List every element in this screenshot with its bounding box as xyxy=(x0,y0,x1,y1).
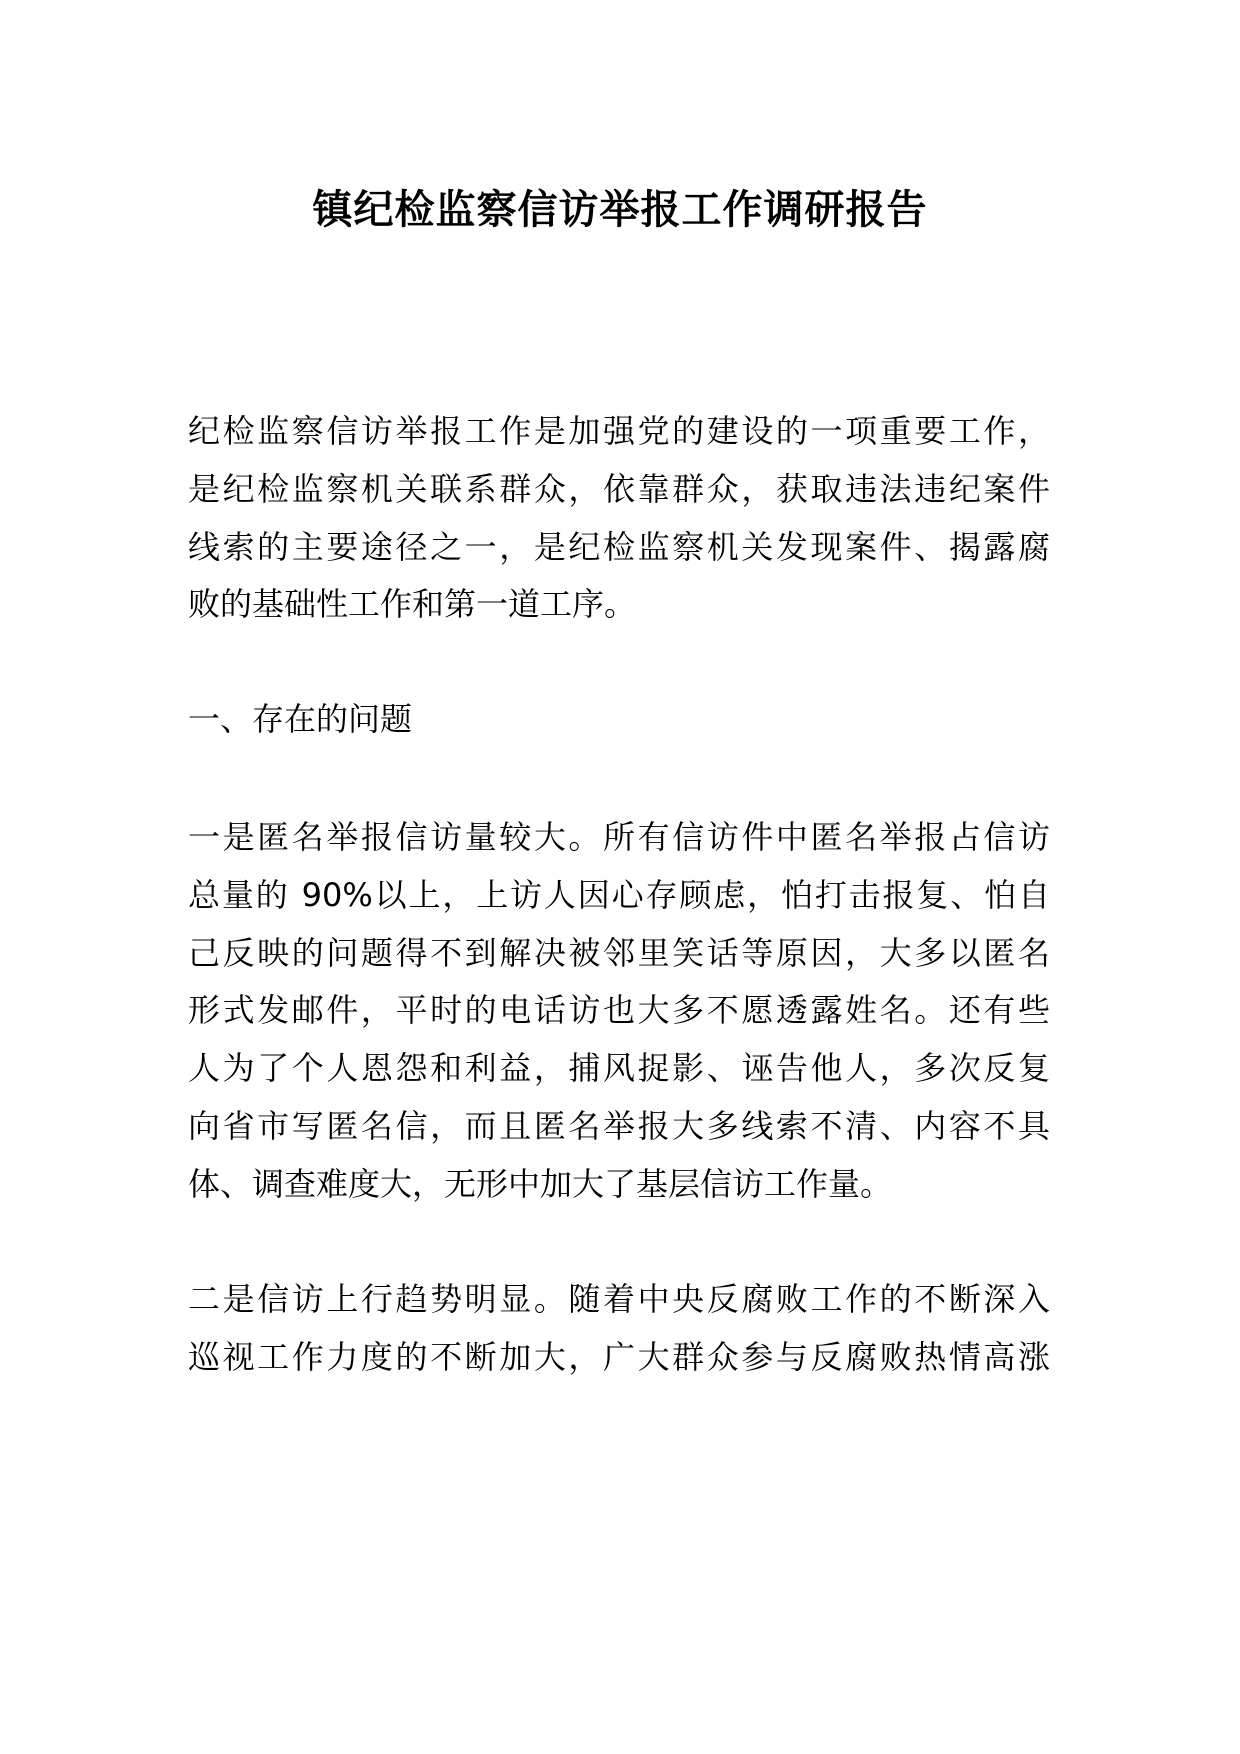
text-line: 纪检监察信访举报工作是加强党的建设的一项重要工作， xyxy=(188,412,1050,450)
text-line: 己反映的问题得不到解决被邻里笑话等原因，大多以匿名 xyxy=(188,933,1050,972)
text-line: 二是信访上行趋势明显。随着中央反腐败工作的不断深入 xyxy=(188,1280,1050,1318)
text-line: 线索的主要途径之一，是纪检监察机关发现案件、揭露腐 xyxy=(188,527,1050,566)
point-two-paragraph xyxy=(188,1271,1050,1387)
text-line: 败的基础性工作和第一道工序。 xyxy=(188,585,637,624)
section-heading xyxy=(188,691,1050,749)
text-line: 人为了个人恩怨和利益，捕风捉影、诬告他人，多次反复 xyxy=(188,1049,1050,1088)
text-line: 形式发邮件，平时的电话访也大多不愿透露姓名。还有些 xyxy=(188,991,1050,1030)
point-one-paragraph xyxy=(188,809,1050,1214)
text-line: 是纪检监察机关联系群众，依靠群众，获取违法违纪案件 xyxy=(188,469,1050,508)
heading-text: 一、存在的问题 xyxy=(188,700,413,738)
text-line: 向省市写匿名信，而且匿名举报大多线索不清、内容不具 xyxy=(188,1106,1050,1145)
text-line: 一是匿名举报信访量较大。所有信访件中匿名举报占信访 xyxy=(188,818,1050,856)
text-line: 体、调查难度大，无形中加大了基层信访工作量。 xyxy=(188,1164,893,1203)
text-line: 巡视工作力度的不断加大，广大群众参与反腐败热情高涨 xyxy=(188,1337,1050,1376)
text-line: 总量的 90%以上，上访人因心存顾虑，怕打击报复、怕自 xyxy=(188,875,1050,914)
document-title: 镇纪检监察信访举报工作调研报告 xyxy=(312,187,928,233)
intro-paragraph xyxy=(188,403,1050,634)
